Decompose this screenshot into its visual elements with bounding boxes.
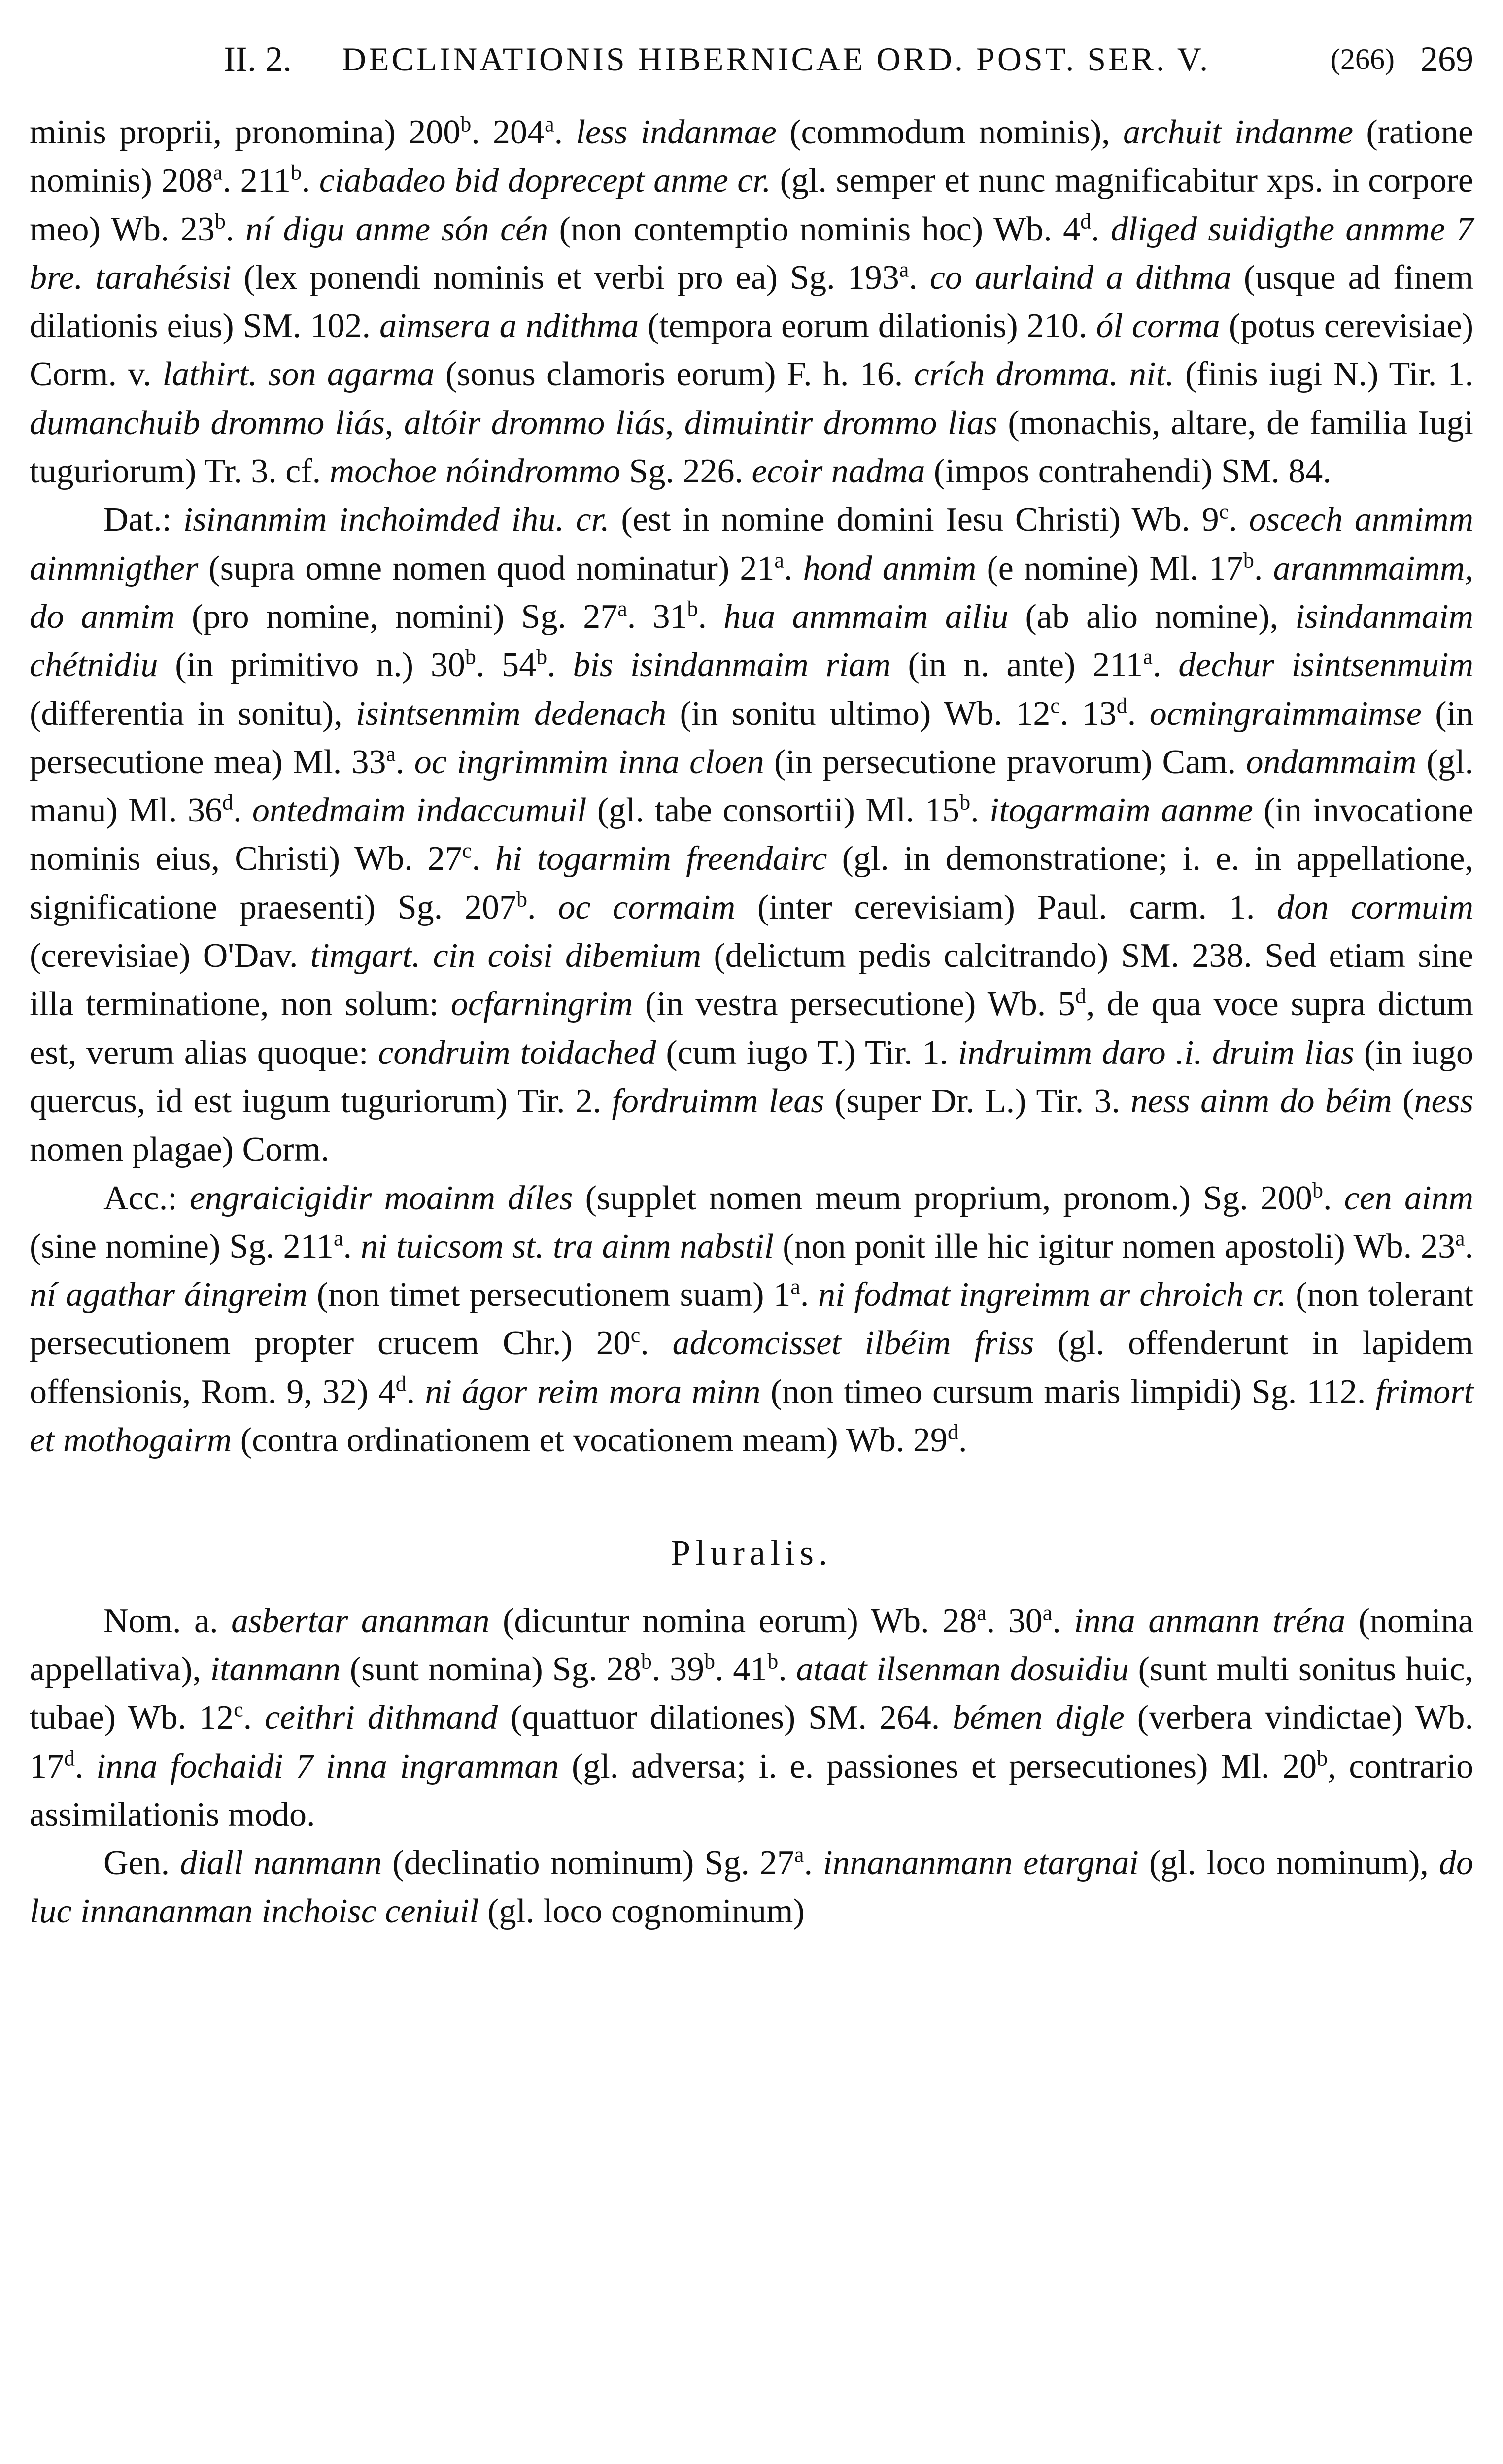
irish-form: ness	[1414, 1082, 1474, 1120]
text-run: .	[909, 258, 930, 297]
folio-column-marker: a	[899, 257, 909, 282]
irish-form: bémen digle	[953, 1699, 1125, 1737]
text-run: .	[225, 210, 245, 248]
text-run: .	[784, 549, 803, 587]
text-run: .	[75, 1747, 97, 1785]
irish-form: oc ingrimmim inna cloen	[414, 743, 764, 781]
text-run: (ab alio nomine),	[1008, 597, 1296, 636]
text-run: .	[1127, 694, 1150, 733]
text-run: . 31	[627, 597, 687, 636]
folio-column-marker: c	[1050, 693, 1060, 718]
paragraph-accusative	[30, 1174, 1473, 1465]
folio-column-marker: b	[291, 160, 302, 185]
text-run: (super Dr. L.) Tir. 3.	[824, 1082, 1131, 1120]
text-run: (gl. semper et nunc magnificabitur xps. in corpore meo) Wb. 23	[30, 162, 1473, 248]
text-run: . 41	[715, 1650, 768, 1688]
text-run: (impos contrahendi) SM. 84.	[925, 452, 1332, 491]
text-run: (pro nomine, nomini) Sg. 27	[174, 597, 618, 636]
folio-column-marker: a	[1455, 1226, 1465, 1251]
irish-form: ness ainm do béim	[1130, 1082, 1392, 1120]
irish-form: engraicigidir moainm díles	[189, 1179, 573, 1217]
text-run: (sine nomine) Sg. 211	[30, 1227, 334, 1266]
folio-column-marker: d	[64, 1746, 75, 1771]
text-run: . 39	[651, 1650, 705, 1688]
paragraph-plural-genitive	[30, 1839, 1473, 1936]
folio-column-marker: b	[516, 887, 527, 912]
text-run: .	[1323, 1179, 1344, 1217]
text-run: .	[1465, 1227, 1474, 1266]
folio-column-marker: a	[213, 160, 223, 185]
irish-form: isinanmim inchoimded ihu. cr.	[183, 501, 610, 539]
text-run: , contrario assimilationis modo.	[30, 1747, 1474, 1834]
text-run: (delictum pedis calcitrando) SM. 238. Sed etiam sine illa terminatione, non solum:	[30, 937, 1474, 1024]
folio-column-marker: b	[959, 790, 971, 815]
text-run: (non tolerant persecutionem propter crucem Chr.) 20	[30, 1276, 1474, 1363]
text-run: .	[472, 840, 496, 878]
text-run: (inter cerevisiam) Paul. carm. 1.	[735, 888, 1277, 926]
text-run	[420, 937, 433, 975]
irish-form: dimuintir drommo lias	[684, 404, 998, 442]
folio-column-marker: b	[641, 1649, 652, 1674]
irish-form: ataat ilsenman dosuidiu	[796, 1650, 1129, 1688]
irish-form: mochoe nóindrommo	[329, 452, 621, 491]
text-run: (commodum nominis),	[776, 113, 1123, 151]
text-run: .	[554, 113, 576, 151]
running-head	[30, 30, 1473, 89]
folio-column-marker: c	[234, 1697, 243, 1722]
irish-form: innananmann etargnai	[823, 1844, 1139, 1882]
irish-form: bis isindanmaim riam	[573, 646, 891, 684]
irish-form: timgart.	[310, 937, 421, 975]
folio-column-marker: a	[1143, 645, 1153, 669]
text-run: (sunt multi sonitus huic, tubae) Wb. 12	[30, 1650, 1474, 1737]
irish-form: fordruimm leas	[612, 1082, 824, 1120]
page-number: 269	[1420, 39, 1473, 79]
irish-form: ocmingraimmaimse	[1149, 694, 1422, 733]
text-run: , de qua voce supra dictum est, verum alias quoque:	[30, 985, 1473, 1072]
text-run: (declinatio nominum) Sg. 27	[382, 1844, 794, 1882]
text-run: .	[1052, 1602, 1074, 1640]
folio-column-marker: a	[617, 596, 627, 621]
paragraph-dative	[30, 496, 1473, 1174]
irish-form: ól corma	[1096, 307, 1220, 345]
text-run: .	[1153, 646, 1179, 684]
section-number: II. 2.	[224, 39, 292, 79]
irish-form: aranmmaimm, do anmim	[30, 549, 1473, 636]
irish-form: altóir drommo liás	[404, 404, 665, 442]
folio-column-marker: c	[630, 1323, 641, 1348]
irish-form: lathirt.	[162, 355, 258, 394]
text-run: .	[547, 646, 573, 684]
text-run: . 13	[1059, 694, 1117, 733]
text-run: (usque ad finem dilationis eius) SM. 102.	[30, 258, 1474, 345]
text-run: . 204	[471, 113, 545, 151]
text-run: . 54	[476, 646, 537, 684]
folio-column-marker: d	[222, 790, 233, 815]
text-run: nomen plagae) Corm.	[30, 1130, 330, 1169]
text-run: Acc.:	[103, 1179, 190, 1217]
irish-form: condruim toidached	[378, 1033, 656, 1072]
original-page-number: (266)	[1331, 43, 1395, 75]
text-run: .	[343, 1227, 361, 1266]
text-run: (contra ordinationem et vocationem meam) Wb. 29	[232, 1421, 948, 1460]
irish-form: son agarma	[268, 355, 435, 394]
irish-form: cin coisi dibemium	[433, 937, 702, 975]
folio-column-marker: b	[1243, 548, 1254, 573]
irish-form: hond anmim	[803, 549, 977, 587]
folio-column-marker: b	[214, 209, 226, 234]
folio-column-marker: c	[1219, 500, 1229, 524]
irish-form: archuit indanme	[1123, 113, 1354, 151]
folio-column-marker: b	[687, 596, 698, 621]
irish-form: don cormuim	[1277, 888, 1474, 926]
irish-form: ciabadeo bid doprecept anme cr.	[319, 162, 771, 200]
text-run: (in iugo quercus, id est iugum tuguriorum) Tir. 2.	[30, 1033, 1473, 1120]
folio-column-marker: d	[395, 1371, 407, 1396]
text-run: .	[406, 1372, 425, 1411]
text-run: (nomina appellativa),	[30, 1602, 1474, 1688]
text-run: (ratione nominis) 208	[30, 113, 1474, 200]
text-run: .	[233, 791, 252, 830]
text-run: (potus cerevisiae) Corm. v.	[30, 307, 1474, 394]
text-run: .	[640, 1324, 673, 1363]
text-run: .	[970, 791, 990, 830]
text-run: (non ponit ille hic igitur nomen apostoli) Wb. 23	[774, 1227, 1455, 1266]
folio-column-marker: a	[545, 112, 554, 137]
folio-column-marker: c	[462, 839, 472, 863]
irish-form: dechur isintsenmuim	[1178, 646, 1474, 684]
text-run: Nom. a.	[103, 1602, 232, 1640]
text-run: (non contemptio nominis hoc) Wb. 4	[548, 210, 1081, 248]
text-run: (est in nomine domini Iesu Christi) Wb. 9	[609, 501, 1219, 539]
irish-form: adcomcisset ilbéim friss	[672, 1324, 1034, 1363]
folio-column-marker: b	[767, 1649, 779, 1674]
text-run: .	[1229, 501, 1249, 539]
text-run: (gl. offenderunt in lapidem offensionis, Rom. 9, 32) 4	[30, 1324, 1473, 1411]
text-run: .	[243, 1699, 265, 1737]
paragraph-plural-nominative	[30, 1597, 1473, 1839]
irish-form: ontedmaim indaccumuil	[252, 791, 587, 830]
irish-form: ni fodmat ingreimm ar chroich cr.	[818, 1276, 1287, 1314]
irish-form: asbertar ananman	[231, 1602, 490, 1640]
text-run: (differentia in sonitu),	[30, 694, 356, 733]
text-run: (verbera vindictae) Wb. 17	[30, 1699, 1473, 1785]
text-run: (cum iugo T.) Tir. 1.	[656, 1033, 958, 1072]
text-run: .	[958, 1421, 967, 1460]
text-run: (monachis, altare, de familia Iugi tuguriorum) Tr. 3. cf.	[30, 404, 1474, 491]
irish-form: dumanchuib drommo liás	[30, 404, 385, 442]
irish-form: ocfarningrim	[450, 985, 633, 1024]
text-run: .	[698, 597, 724, 636]
text-run: (gl. in demonstratione; i. e. in appellatione, significatione praesenti) Sg. 207	[30, 840, 1474, 926]
irish-form: hi togarmim freendairc	[495, 840, 827, 878]
text-run: (gl. loco cognominum)	[478, 1892, 805, 1931]
text-run: (non timeo cursum maris limpidi) Sg. 112.	[760, 1372, 1376, 1411]
text-run: (in persecutione pravorum) Cam.	[764, 743, 1246, 781]
folio-column-marker: d	[1075, 984, 1086, 1009]
irish-form: crích dromma. nit.	[914, 355, 1174, 394]
text-run: (dicuntur nomina eorum) Wb. 28	[489, 1602, 977, 1640]
folio-column-marker: a	[977, 1601, 987, 1625]
folio-column-marker: b	[536, 645, 547, 669]
folio-column-marker: b	[460, 112, 472, 137]
text-run: (gl. adversa; i. e. passiones et persecutiones) Ml. 20	[559, 1747, 1317, 1785]
text-run: (gl. tabe consortii) Ml. 15	[586, 791, 960, 830]
section-heading-pluralis: Pluralis.	[670, 1533, 832, 1573]
folio-column-marker: b	[465, 645, 476, 669]
irish-form: ni ágor reim mora minn	[425, 1372, 761, 1411]
irish-form: isindanmaim chétnidiu	[30, 597, 1474, 684]
text-run: (sunt nomina) Sg. 28	[341, 1650, 641, 1688]
folio-column-marker: a	[1042, 1601, 1053, 1625]
folio-column-marker: d	[1116, 693, 1127, 718]
irish-form: frimort et mothogairm	[30, 1372, 1473, 1460]
folio-column-marker: d	[947, 1420, 958, 1444]
text-run: .	[1091, 210, 1111, 248]
text-run: (sonus clamoris eorum) F. h. 16.	[434, 355, 914, 394]
irish-form: co aurlaind a dithma	[929, 258, 1231, 297]
text-run: .	[527, 888, 558, 926]
text-run: .	[1254, 549, 1273, 587]
irish-form: diall nanmann	[180, 1844, 382, 1882]
text-run: (finis iugi N.) Tir. 1.	[1174, 355, 1473, 394]
irish-form: ní agathar áingreim	[30, 1276, 307, 1314]
text-run: (non timet persecutionem suam) 1	[307, 1276, 791, 1314]
folio-column-marker: d	[1080, 209, 1092, 234]
text-run: .	[804, 1844, 823, 1882]
folio-column-marker: b	[704, 1649, 716, 1674]
irish-form: itogarmaim aanme	[990, 791, 1253, 830]
text-run: .	[778, 1650, 796, 1688]
text-run: ,	[665, 404, 684, 442]
folio-column-marker: a	[794, 1843, 804, 1867]
irish-form: indruimm daro .i. druim lias	[957, 1033, 1355, 1072]
text-run: . 211	[222, 162, 291, 200]
text-run: (lex ponendi nominis et verbi pro ea) Sg. 193	[231, 258, 899, 297]
paragraph-nominative-continued	[30, 108, 1473, 496]
irish-form: less indanmae	[576, 113, 777, 151]
irish-form: oscech anmimm ainmnigther	[30, 501, 1473, 587]
irish-form: ceithri dithmand	[265, 1699, 498, 1737]
folio-column-marker: a	[333, 1226, 343, 1251]
text-run: . 30	[986, 1602, 1043, 1640]
irish-form: hua anmmaim ailiu	[723, 597, 1009, 636]
text-run: minis proprii, pronomina) 200	[30, 113, 461, 151]
irish-form: aimsera a ndithma	[379, 307, 639, 345]
text-run: (tempora eorum dilationis) 210.	[639, 307, 1096, 345]
folio-column-marker: a	[386, 742, 396, 766]
text-run: (quattuor dilationes) SM. 264.	[498, 1699, 953, 1737]
text-run: (in n. ante) 211	[890, 646, 1143, 684]
irish-form: cen ainm	[1344, 1179, 1474, 1217]
folio-column-marker: a	[790, 1274, 800, 1299]
irish-form: inna fochaidi 7 inna ingramman	[96, 1747, 559, 1785]
text-run: .	[396, 743, 414, 781]
text-run: (cerevisiae) O'Dav.	[30, 937, 310, 975]
text-run: (gl. loco nominum),	[1138, 1844, 1439, 1882]
text-run: (	[1392, 1082, 1414, 1120]
folio-column-marker: b	[1312, 1178, 1323, 1202]
text-run: .	[800, 1276, 819, 1314]
book-page	[30, 30, 1473, 2449]
text-run: Sg. 226.	[620, 452, 752, 491]
text-run: (in vestra persecutione) Wb. 5	[633, 985, 1075, 1024]
text-run: (in persecutione mea) Ml. 33	[30, 694, 1474, 781]
text-run: (supplet nomen meum proprium, pronom.) Sg. 200	[573, 1179, 1312, 1217]
irish-form: itanmann	[210, 1650, 341, 1688]
irish-form: ni tuicsom st. tra ainm nabstil	[360, 1227, 774, 1266]
irish-form: ecoir nadma	[752, 452, 925, 491]
text-run: (in primitivo n.) 30	[158, 646, 465, 684]
folio-column-marker: a	[774, 548, 784, 573]
irish-form: dliged suidigthe anmme 7 bre. tarahésisi	[30, 210, 1473, 297]
irish-form: do luc innananman inchoisc ceniuil	[30, 1844, 1474, 1931]
irish-form: inna anmann tréna	[1074, 1602, 1346, 1640]
text-run: ,	[384, 404, 404, 442]
running-title: DECLINATIONIS HIBERNICAE ORD. POST. SER. V.	[342, 40, 1211, 78]
irish-form: ondammaim	[1246, 743, 1417, 781]
text-run	[257, 355, 268, 393]
text-run: (supra omne nomen quod nominatur) 21	[198, 549, 775, 587]
text-run: Gen.	[103, 1844, 180, 1882]
text-run: (gl. manu) Ml. 36	[30, 743, 1474, 830]
text-run: (in invocatione nominis eius, Christi) Wb. 27	[30, 791, 1474, 878]
text-run: Dat.:	[103, 501, 183, 539]
text-run: .	[302, 162, 319, 200]
irish-form: oc cormaim	[558, 888, 736, 926]
text-run: (in sonitu ultimo) Wb. 12	[666, 694, 1051, 733]
folio-column-marker: b	[1317, 1746, 1328, 1771]
text-run: (e nomine) Ml. 17	[976, 549, 1243, 587]
irish-form: isintsenmim dedenach	[356, 694, 667, 733]
irish-form: ní digu anme són cén	[245, 210, 548, 248]
